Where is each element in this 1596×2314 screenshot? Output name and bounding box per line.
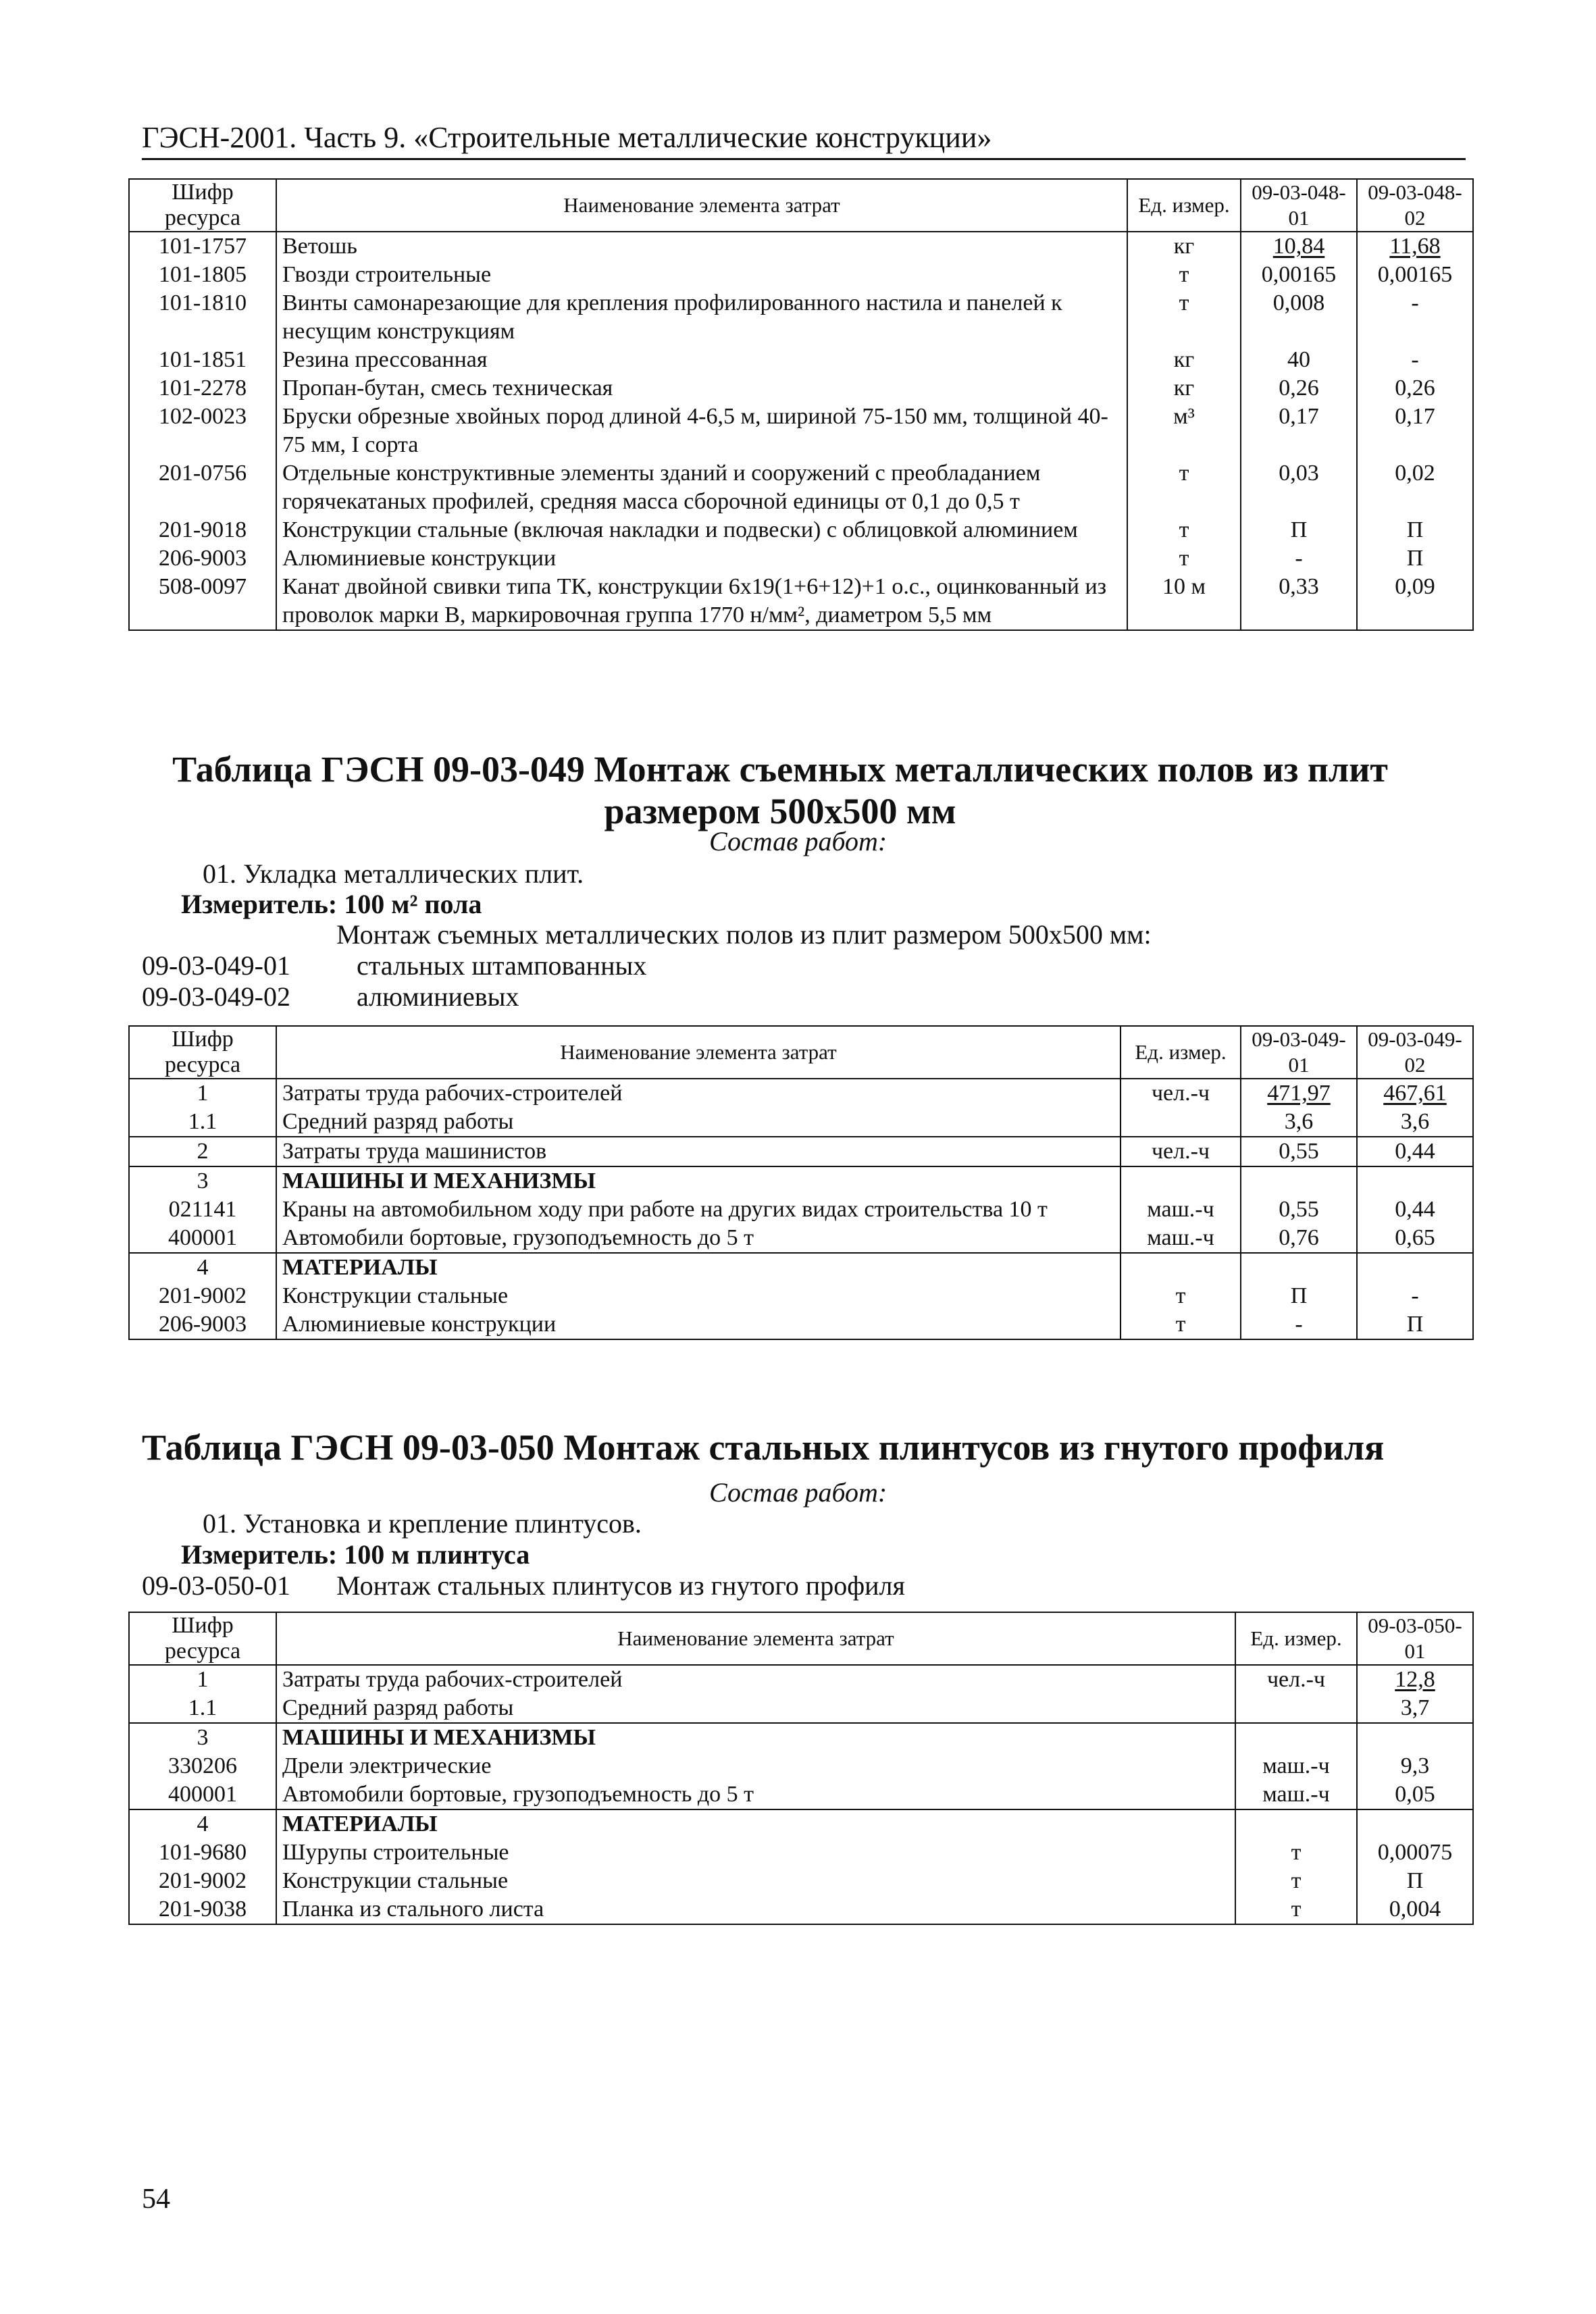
resource-code: 201-9038 [129, 1895, 276, 1924]
table-row [129, 1723, 1473, 1752]
norm-value: 471,97 [1241, 1079, 1357, 1108]
norm-value: 0,05 [1357, 1780, 1473, 1809]
table-row [129, 1895, 1473, 1924]
resource-table-048 [128, 178, 1474, 631]
unit: т [1121, 1310, 1241, 1339]
table-row [129, 1752, 1473, 1780]
norm-value: П [1241, 516, 1357, 544]
table-row [129, 289, 1473, 346]
header-resource-code: Шифр ресурса [129, 1612, 276, 1665]
work-composition-label: Состав работ: [709, 826, 887, 856]
norm-value: П [1357, 544, 1473, 573]
unit: маш.-ч [1235, 1780, 1357, 1809]
cost-element-name: Гвозди строительные [276, 261, 1127, 289]
norm-value: 0,33 [1241, 573, 1357, 630]
header-norm-code: 09-03-049-01 [1241, 1026, 1357, 1079]
table-row [129, 374, 1473, 403]
norm-value: 11,68 [1357, 232, 1473, 261]
table-row [129, 261, 1473, 289]
table-row [129, 1867, 1473, 1895]
header-unit: Ед. измер. [1121, 1026, 1241, 1079]
resource-code: 2 [129, 1137, 276, 1166]
group-heading: МАШИНЫ И МЕХАНИЗМЫ [276, 1723, 1235, 1752]
resource-code: 101-1851 [129, 346, 276, 374]
table-row [129, 1224, 1473, 1253]
norm-value [1241, 1166, 1357, 1195]
resource-code: 201-9002 [129, 1867, 276, 1895]
unit: кг [1127, 374, 1241, 403]
work-composition-label: Состав работ: [709, 1477, 887, 1508]
cost-element-name: Конструкции стальные [276, 1867, 1235, 1895]
resource-code: 400001 [129, 1224, 276, 1253]
table-row [129, 1310, 1473, 1339]
cost-element-name: Конструкции стальные (включая накладки и подвески) с облицовкой алюминием [276, 516, 1127, 544]
unit: т [1127, 459, 1241, 516]
norm-value: П [1241, 1282, 1357, 1310]
measure-unit: Измеритель: 100 м² пола [181, 889, 482, 919]
table-row [129, 1809, 1473, 1839]
resource-code: 1 [129, 1665, 276, 1694]
table-row [129, 544, 1473, 573]
norm-value: П [1357, 516, 1473, 544]
header-unit: Ед. измер. [1235, 1612, 1357, 1665]
table-row [129, 1694, 1473, 1723]
header-norm-code: 09-03-050-01 [1357, 1612, 1473, 1665]
header-cost-element: Наименование элемента затрат [276, 1026, 1121, 1079]
unit [1121, 1166, 1241, 1195]
unit: чел.-ч [1121, 1137, 1241, 1166]
resource-code: 201-9018 [129, 516, 276, 544]
unit: т [1235, 1895, 1357, 1924]
cost-element-name: Отдельные конструктивные элементы зданий и сооружений с преобладанием горячекатаных профилей, средняя масса сборочной единицы от 0,1 до 0,5 т [276, 459, 1127, 516]
resource-code: 400001 [129, 1780, 276, 1809]
cost-element-name: Автомобили бортовые, грузоподъемность до 5 т [276, 1224, 1121, 1253]
table-row [129, 1137, 1473, 1166]
table-row [129, 459, 1473, 516]
unit: кг [1127, 232, 1241, 261]
norm-value: 0,00165 [1241, 261, 1357, 289]
group-heading: МАШИНЫ И МЕХАНИЗМЫ [276, 1166, 1121, 1195]
resource-code: 101-1757 [129, 232, 276, 261]
cost-element-name: Бруски обрезные хвойных пород длиной 4-6,5 м, шириной 75-150 мм, толщиной 40-75 мм, I сорта [276, 403, 1127, 459]
section-title: Таблица ГЭСН 09-03-050 Монтаж стальных плинтусов из гнутого профиля [142, 1427, 1385, 1468]
resource-code: 1.1 [129, 1694, 276, 1723]
unit: м³ [1127, 403, 1241, 459]
norm-value: 0,44 [1357, 1137, 1473, 1166]
norm-value: - [1357, 289, 1473, 346]
resource-code: 508-0097 [129, 573, 276, 630]
resource-code: 101-1810 [129, 289, 276, 346]
section-title: Таблица ГЭСН 09-03-049 Монтаж съемных металлических полов из плит размером 500х500 мм [172, 749, 1388, 831]
table-row [129, 1282, 1473, 1310]
cost-element-name: Затраты труда машинистов [276, 1137, 1121, 1166]
norm-value: 9,3 [1357, 1752, 1473, 1780]
table-row [129, 1195, 1473, 1224]
cost-element-name: Затраты труда рабочих-строителей [276, 1665, 1235, 1694]
unit: т [1121, 1282, 1241, 1310]
norm-intro: Монтаж съемных металлических полов из плит размером 500х500 мм: [336, 919, 1152, 950]
table-row [129, 403, 1473, 459]
norm-value: 0,44 [1357, 1195, 1473, 1224]
table-row [129, 1079, 1473, 1108]
cost-element-name: Конструкции стальные [276, 1282, 1121, 1310]
cost-element-name: Алюминиевые конструкции [276, 1310, 1121, 1339]
cost-element-name: Затраты труда рабочих-строителей [276, 1079, 1121, 1108]
header-norm-code: 09-03-048-02 [1357, 179, 1473, 232]
norm-value: 3,6 [1357, 1108, 1473, 1137]
norm-value: - [1357, 1282, 1473, 1310]
resource-code: 021141 [129, 1195, 276, 1224]
cost-element-name: Краны на автомобильном ходу при работе на других видах строительства 10 т [276, 1195, 1121, 1224]
resource-code: 4 [129, 1253, 276, 1282]
norm-value: 0,76 [1241, 1224, 1357, 1253]
table-row [129, 1780, 1473, 1809]
norm-value: 0,26 [1357, 374, 1473, 403]
unit: т [1127, 261, 1241, 289]
unit: т [1127, 544, 1241, 573]
norm-value: 467,61 [1357, 1079, 1473, 1108]
table-row [129, 1166, 1473, 1195]
cost-element-name: Дрели электрические [276, 1752, 1235, 1780]
cost-element-name: Средний разряд работы [276, 1694, 1235, 1723]
norm-value: 0,09 [1357, 573, 1473, 630]
unit: маш.-ч [1235, 1752, 1357, 1780]
header-resource-code: Шифр ресурса [129, 1026, 276, 1079]
unit: маш.-ч [1121, 1195, 1241, 1224]
norm-value: 40 [1241, 346, 1357, 374]
norm-value: 0,00165 [1357, 261, 1473, 289]
norm-value: 3,7 [1357, 1694, 1473, 1723]
norm-value: - [1241, 544, 1357, 573]
cost-element-name: Шурупы строительные [276, 1839, 1235, 1867]
unit [1235, 1694, 1357, 1723]
norm-code: 09-03-050-01 [142, 1570, 290, 1601]
unit [1235, 1809, 1357, 1839]
norm-value [1357, 1723, 1473, 1752]
page-number: 54 [142, 2184, 170, 2215]
norm-value: П [1357, 1867, 1473, 1895]
group-heading: МАТЕРИАЛЫ [276, 1253, 1121, 1282]
norm-value: П [1357, 1310, 1473, 1339]
unit [1235, 1723, 1357, 1752]
norm-value: 0,26 [1241, 374, 1357, 403]
table-row [129, 232, 1473, 261]
resource-table-050 [128, 1612, 1474, 1925]
header-norm-code: 09-03-049-02 [1357, 1026, 1473, 1079]
cost-element-name: Планка из стального листа [276, 1895, 1235, 1924]
resource-table-049 [128, 1025, 1474, 1340]
norm-value: 0,00075 [1357, 1839, 1473, 1867]
norm-value: 3,6 [1241, 1108, 1357, 1137]
cost-element-name: Резина прессованная [276, 346, 1127, 374]
table-row [129, 516, 1473, 544]
norm-value: 0,004 [1357, 1895, 1473, 1924]
resource-code: 1 [129, 1079, 276, 1108]
running-header: ГЭСН-2001. Часть 9. «Строительные металлические конструкции» [142, 120, 1466, 160]
unit [1121, 1253, 1241, 1282]
cost-element-name: Пропан-бутан, смесь техническая [276, 374, 1127, 403]
measure-unit: Измеритель: 100 м плинтуса [181, 1539, 530, 1570]
resource-code: 3 [129, 1166, 276, 1195]
cost-element-name: Средний разряд работы [276, 1108, 1121, 1137]
cost-element-name: Ветошь [276, 232, 1127, 261]
norm-code: 09-03-049-02 [142, 981, 290, 1012]
norm-value: 0,65 [1357, 1224, 1473, 1253]
norm-value: 0,17 [1241, 403, 1357, 459]
resource-code: 206-9003 [129, 544, 276, 573]
header-cost-element: Наименование элемента затрат [276, 1612, 1235, 1665]
norm-value: 12,8 [1357, 1665, 1473, 1694]
header-cost-element: Наименование элемента затрат [276, 179, 1127, 232]
cost-element-name: Автомобили бортовые, грузоподъемность до 5 т [276, 1780, 1235, 1809]
norm-value [1357, 1809, 1473, 1839]
resource-code: 101-2278 [129, 374, 276, 403]
unit: 10 м [1127, 573, 1241, 630]
header-norm-code: 09-03-048-01 [1241, 179, 1357, 232]
table-row [129, 1839, 1473, 1867]
norm-value: - [1357, 346, 1473, 374]
norm-description: алюминиевых [357, 981, 519, 1012]
resource-code: 201-0756 [129, 459, 276, 516]
unit: т [1127, 289, 1241, 346]
group-heading: МАТЕРИАЛЫ [276, 1809, 1235, 1839]
norm-value [1357, 1253, 1473, 1282]
norm-description: стальных штампованных [357, 950, 647, 981]
work-item: 01. Установка и крепление плинтусов. [203, 1508, 642, 1539]
cost-element-name: Алюминиевые конструкции [276, 544, 1127, 573]
unit: кг [1127, 346, 1241, 374]
resource-code: 201-9002 [129, 1282, 276, 1310]
norm-value [1241, 1253, 1357, 1282]
header-resource-code: Шифр ресурса [129, 179, 276, 232]
table-row [129, 346, 1473, 374]
unit: чел.-ч [1121, 1079, 1241, 1108]
norm-value: 0,55 [1241, 1137, 1357, 1166]
unit: т [1235, 1839, 1357, 1867]
header-unit: Ед. измер. [1127, 179, 1241, 232]
resource-code: 101-1805 [129, 261, 276, 289]
table-row [129, 1253, 1473, 1282]
norm-value: 0,03 [1241, 459, 1357, 516]
resource-code: 1.1 [129, 1108, 276, 1137]
norm-value: - [1241, 1310, 1357, 1339]
resource-code: 101-9680 [129, 1839, 276, 1867]
resource-code: 3 [129, 1723, 276, 1752]
cost-element-name: Винты самонарезающие для крепления профилированного настила и панелей к несущим конструкциям [276, 289, 1127, 346]
norm-description: Монтаж стальных плинтусов из гнутого профиля [336, 1570, 905, 1601]
norm-value: 10,84 [1241, 232, 1357, 261]
table-row [129, 1665, 1473, 1694]
norm-value: 0,008 [1241, 289, 1357, 346]
unit: маш.-ч [1121, 1224, 1241, 1253]
resource-code: 330206 [129, 1752, 276, 1780]
norm-code: 09-03-049-01 [142, 950, 290, 981]
norm-value: 0,55 [1241, 1195, 1357, 1224]
cost-element-name: Канат двойной свивки типа ТК, конструкции 6х19(1+6+12)+1 о.с., оцинкованный из проволок марки В, маркировочная группа 1770 н/мм², диаметром 5,5 мм [276, 573, 1127, 630]
unit: т [1127, 516, 1241, 544]
norm-value: 0,17 [1357, 403, 1473, 459]
unit: т [1235, 1867, 1357, 1895]
unit [1121, 1108, 1241, 1137]
work-item: 01. Укладка металлических плит. [203, 858, 584, 889]
table-row [129, 1108, 1473, 1137]
unit: чел.-ч [1235, 1665, 1357, 1694]
resource-code: 102-0023 [129, 403, 276, 459]
resource-code: 4 [129, 1809, 276, 1839]
norm-value [1357, 1166, 1473, 1195]
resource-code: 206-9003 [129, 1310, 276, 1339]
norm-value: 0,02 [1357, 459, 1473, 516]
table-row [129, 573, 1473, 630]
